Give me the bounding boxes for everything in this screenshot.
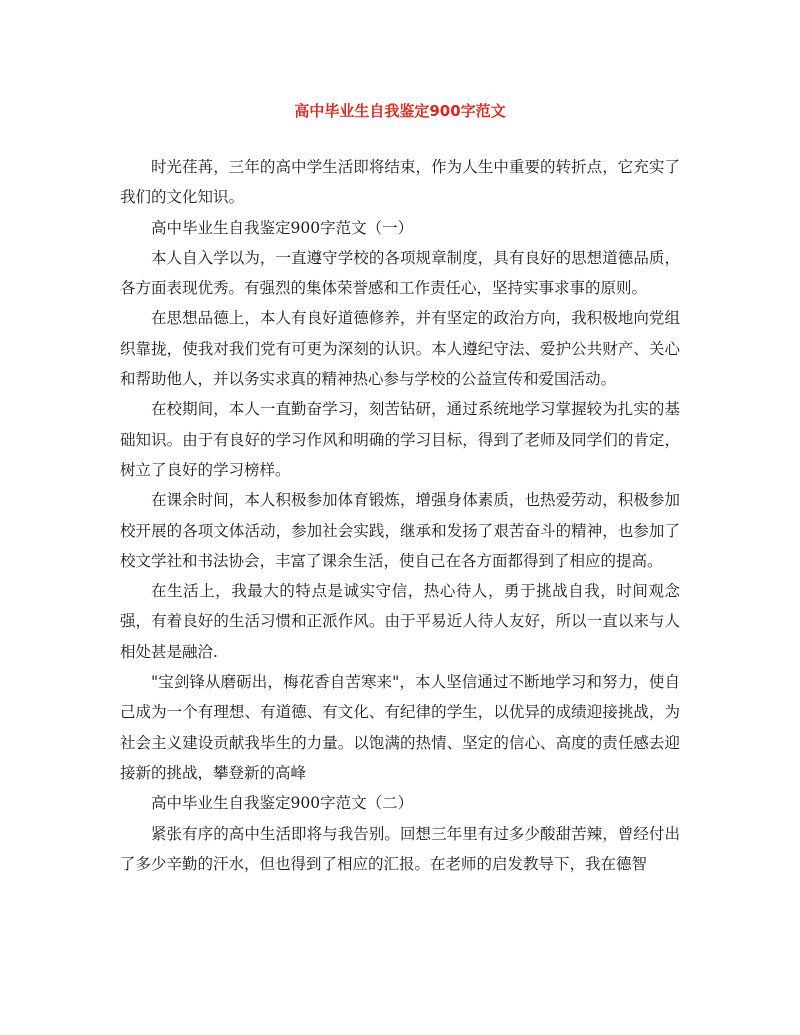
document-body — [120, 152, 680, 879]
paragraph-intro: 时光荏苒，三年的高中学生活即将结束，作为人生中重要的转折点，它充实了我们的文化知识。 — [120, 158, 680, 207]
paragraph: 在校期间，本人一直勤奋学习，刻苦钻研，通过系统地学习掌握较为扎实的基础知识。由于有良好的学习作风和明确的学习目标，得到了老师及同学们的肯定，树立了良好的学习榜样。 — [120, 400, 680, 479]
section-heading-two: 高中毕业生自我鉴定900字范文（二） — [151, 794, 414, 813]
paragraph-quote: "宝剑锋从磨砺出，梅花香自苦寒来"，本人坚信通过不断地学习和努力，使自己成为一个有理想、有道德、有文化、有纪律的学生，以优异的成绩迎接挑战，为社会主义建设贡献我毕生的力量。以饱满的热情、坚定的信心、高度的责任感去迎接新的挑战，攀登新的高峰 — [120, 673, 680, 782]
document-title: 高中毕业生自我鉴定900字范文 — [294, 102, 506, 120]
paragraph: 在课余时间，本人积极参加体育锻炼，增强身体素质，也热爱劳动，积极参加校开展的各项文体活动，参加社会实践，继承和发扬了艰苦奋斗的精神，也参加了校文学社和书法协会，丰富了课余生活，使自己在各方面都得到了相应的提高。 — [120, 491, 680, 570]
paragraph: 本人自入学以为，一直遵守学校的各项规章制度，具有良好的思想道德品质，各方面表现优秀。有强烈的集体荣誉感和工作责任心，坚持实事求事的原则。 — [120, 248, 680, 298]
paragraph: 在思想品德上，本人有良好道德修养，并有坚定的政治方向，我积极地向党组织靠拢，使我对我们党有可更为深刻的认识。本人遵纪守法、爱护公共财产、关心和帮助他人，并以务实求真的精神热心参与学校的公益宣传和爱国活动。 — [120, 309, 680, 389]
paragraph: 紧张有序的高中生活即将与我告别。回想三年里有过多少酸甜苦辣，曾经付出了多少辛勤的汗水，但也得到了相应的汇报。在老师的启发教导下，我在德智 — [120, 824, 680, 873]
section-heading-one: 高中毕业生自我鉴定900字范文（一） — [151, 218, 414, 237]
paragraph: 在生活上，我最大的特点是诚实守信，热心待人，勇于挑战自我，时间观念强，有着良好的生活习惯和正派作风。由于平易近人待人友好，所以一直以来与人相处甚是融洽. — [120, 582, 680, 661]
